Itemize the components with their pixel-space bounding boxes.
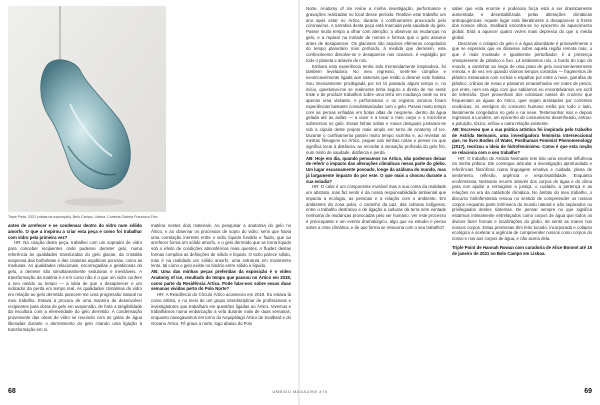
interview-answer-continued: matéria nestes dois materiais. Ao pesquisar a anatomia do gelo no Ártico, e ao observar os processos de sopro do vidro, senti que havia uma correlação inerente entre o vidro líquido fundido e fluido, que ao arrefecer forma um sólido amorfo, e o gelo derretido que se torna líquido sob o efeito de condições atmosféricas mais quentes. A fluidez destas formas complica as definições de sólido e líquido. O vidro parece sólido, mas é na realidade um sólido amorfo, uma estrutura em movimento lento, tal como o gelo existe no binário entre sólido e líquido. [151, 223, 291, 269]
photo-caption: Triple Point, 2021 (vistas da exposição). Belo Campo, Lisboa. Cortesia Galeria Francisco Fino [8, 215, 158, 219]
interview-question: AB: Uma das minhas peças preferidas da exposição é o vídeo Anatomy of Ice, resultado do tempo que passou no Ártico em 2019, como parte da Residência Ártica. Pode falar-nos sobre essas duas semanas vividas perto do Polo Norte? [151, 269, 291, 292]
interview-question: AB: Hoje em dia, quando pensamos no Ártico, não podemos deixar de referir o impacto das alterações climáticas nessa parte do globo. Um lugar escassamente povoado, longe da azáfama do mundo, mas já largamente impacto do por este. O que mais a chocou durante a sua estadia? [306, 155, 446, 184]
right-column-1 [306, 6, 446, 230]
interview-answer: HR: A Residência do Círculo Ártico aconteceu em 2019. Eu estava lá como artista, e no meio de um grupo interdisciplinar de profissionais e investigadores que trabalham em questões ligadas ao Ártico. Vivemos e trabalhámos numa embarcação a vela durante mais de duas semanas, enquanto navegávamos em torno do Arquipélago Ártico de Svalbard e do Oceano Ártico. Fê graus a norte, logo abaixo do Polo [151, 292, 291, 326]
exhibition-note: Triple Point de Hannah Rowan com curadoria de Alice Bonnot até 15 de janeiro de 2021 no Belo Campo em Lisboa. [452, 244, 592, 256]
interview-question: AB: Escreveu que a sua prática artística foi inspirada pelo trabalho de Astrida Neimanis, uma investigadora feminista interseccional que, no livro Bodies of Water, Posthuman Feminist Phenomenology (2017), teorizou a ideia de hidrofeminismo. Como é que esta noção se relaciona com o seu trabalho? [452, 126, 592, 155]
interview-answer: HR: O trabalho de Astrida Neimanis tem tido uma enorme influência na minha prática. Ele consegue articular a investigação aprofundada e referências filosóficas numa linguagem emotiva e cuidada, plena de sentimento, reflexão, urgência e responsabilidade. Enquanto ecofeminista, Neimanis recorre através dos corpos de água e do clima para nos ajudar a reimaginar a justiça, o cuidado, a pertença e as relações no era da catástrofe climática. No âmbito do meu trabalho, o discurso hidrofeminista ressoa no sentido de compreender os nossos corpos enquanto parte intrínseca do mundo natural e não separados ou privilegiados destes sistemas. De pensar sempre no que significa estarmos intimamente entrelaçados como corpos de água que todos os divinos fazer formas e localizações do globo, de sentir as mares nos nossos corpos. Estas premissas têm feito tocado, incorporada e colapso ecológico e acelerar a urgência de compreender nossos como corpos do nosso e nos aos corpos de água, e não acima dela. [452, 155, 592, 241]
interview-answer: HR: O calor é um componente invisível mas a sua conta da realidade um abstrato, mas faz sentir é da nossa responsabilidade ambiental que impacta a ecologia, as pessoas e a relação com o ambiente. Em ambientes da zona polar, o caminho da paz, das culturas indígenas, entre o trabalho destrutivo e de ligação a culturas da terra sem vontade nenhuma de mudanças provocadas pelo ser humano. Ver este processo é preocupante e um evento dramatúrgico, algo que eu estudei e penso sobre a crise climática, e de que forma se relaciona com o seu trabalho? [306, 184, 446, 230]
interview-answer: Embora esta experiência tenha sido tremendamente inspiradora, foi também reveladora. No meu regresso, senti-me cúmplice e inextricavelmente ligada aos sistemas que estão a destruir este habitat. Sou imensamente privilegiada por ter lá passado algum tempo e, no início, questionei-me se realmente tinha seguro a direito de me sentir triste e de produzir trabalhos sobre uma terra em mudança onde eu era apenas uma visitante. A performance e os registos sonoros foram experiências bastante consubstanciadas com o gelo. Passei muito tempo com as pernas enfiadas em botas altas de neoprene, dentro da água gelada até às axilas — a ouvir e a tocar o meu corpo e o microfone submersos no gelo. Essas linhas soltas e meios desiguais juntaram-se sob a cúpula deste projeto mais amplo em torno de Anatomy of Ice. Durante o confinamento passei muito tempo sozinha e, ao revisitar as minhas filmagens no Ártico, peguei nas minhas notas e pensei no que significa tocar à distância, ao recordar a sensação profunda do gelo frio, num misto de saudade, distância e perda. [306, 63, 446, 155]
interview-answer-continued: saber que esta enorme e poderosa força está a ser drasticamente aumentada e desestabilizada pelas alterações climáticas antropogénicas. Aquele lugar está literalmente a desaparecer à frente dos nossos olhos. Svalbard encontra-se no epicentro do aquecimento global. Está a aquecer quatro vezes mais depressa do que a média global. [452, 6, 592, 40]
left-column-1 [8, 223, 142, 332]
left-column-2 [151, 223, 291, 327]
glass-sculpture-illustration [8, 6, 166, 212]
glass-sculpture-photo [8, 6, 166, 212]
magazine-name: UMBIGO MAGAZINE #75 [272, 390, 328, 394]
right-page [300, 0, 600, 405]
left-page-number: 68 [8, 388, 16, 395]
left-page [0, 0, 298, 405]
interview-answer: HR: Na criação desta peça, trabalhei com um soprador de vidro para conceber recipientes onde pudesse derreter gelo, numa referência às qualidades translúcidas do gelo glaciar, da cristalita suspensa das borboletas e das criaturas aquáticas porosas, como as medusas. As qualidades relacionais, escorregadias e gelatinosas do gelo, a derreter são simultaneamente sedutoras e inevitáveis. A transformação da matéria é e em curso não é o que um vidro confere a seu ouvido ou tempo — a ideia de que o desaparecer e um indicador da perda em tempo real. As qualidades cristalinas do vidro em relação ao gelo derretido parecem-me uma progressão natural no meu trabalho. Estava à procura de uma maneira de desenvolver recipientes para obras de gelo em suspensão, de forte a tangibilidade da escultura com a efemeridade do gelo derretido. A condensação proveniente das obras de vidro se reunindo com as gotas de água liberadas durante o derretimento do gelo criando uma ligação à transformação em si. [8, 240, 142, 332]
interview-question: antes de arrefecer e se condensar dentro do vidro num sólido amorfo. O que a inspirou a criar esta peça e como foi trabalhar com vidro pela primeira vez? [8, 223, 142, 240]
right-page-number: 69 [584, 388, 592, 395]
right-column-2 [452, 6, 592, 256]
interview-answer: Descrever o colapso do gelo e a água abundante é provavelmente o que se esperaria que eu dissesse sobre aquela região remota mas, o que é mais inusitado e igualmente perturbador, é a presença omnipresente de plástico e lixo. Lá estávamos nós, a bordo do topo do mundo, a caminhar ao longo de uma praia de gelo inconvenientemente remota, e de vez em quando víamos tempos coloridos — fragmentos de plástico misturados com rochas e espalhar por entre a neve, garrafas de plástico, crânios de renas e pássaros emaranhados em redes de pesca; por entre, nem era algo com que sabíamos eu encontrávamos um ecrã de televisão. Quer provenham dos colossais navios de cruzeiro que frequentam as águas do Ártico, quer sejam arrastados por correntes oceânicas, os vestígios do consumo humano estão por todo o lado, literalmente congelados no gelo e na neve. Testemunhar isso e depois regressar a Londres, um epicentro de consumismo desenfreado, entrou-a poluição, tóxico, enfiou-o outra relação existente. [452, 40, 592, 126]
interview-answer-continued: Norte. Anatomy of Ice reúne a minha investigação, performance e gravações realizadas no local desse período. Realizei este trabalho um ano após estar no Ártico, durante o confinamento provocado pelo coronavírus. A narrativa desta peça está marcada pela saudade do gelo. Passei muito tempo a olhar com atenção, a observar as mudanças no gelo, e a reparar na miríade de nomes e formas que o gelo assume antes de desaparecer. Os glaciares são arquivos efémeros congelados do tempo planetário mas profundo, à medida que derretem, este conhecimento dissolve-se e desaparece nos oceanos, é espalgão por todo o planeta e através de nós. [306, 6, 446, 63]
